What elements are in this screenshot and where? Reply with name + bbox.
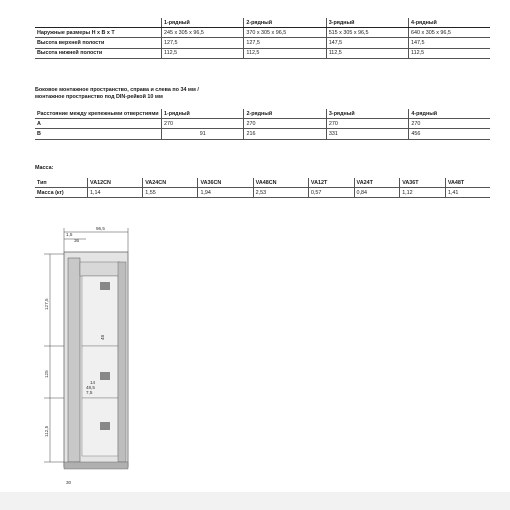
cell: 127,5 [244,38,326,48]
enclosure-base [64,462,128,469]
cell: 216 [244,129,326,139]
cell: 127,5 [162,38,244,48]
dimensions-table [35,18,490,59]
cell: 456 [409,129,490,139]
header-2-row: 2-рядный [244,109,326,119]
mounting-note [35,87,295,101]
cell: 112,5 [326,48,408,58]
top-compartment [80,262,120,276]
cell: 91 [162,129,244,139]
dim-label-top: 96,5 [96,226,105,231]
header-3-row: 3-рядный [326,18,408,28]
table-header-row [35,178,490,188]
cell: 112,5 [409,48,490,58]
type-cell: VA24T [354,178,400,188]
din-rail-upper [100,282,110,290]
mounting-note-line1: Боковое монтажное пространство, справа и слева по 34 мм / [35,87,199,93]
dim-label-upper: 127,5 [44,298,49,310]
mass-table [35,178,490,198]
cell: 147,5 [326,38,408,48]
type-cell: VA48T [445,178,490,188]
type-cell: VA12CN [88,178,143,188]
table-row [35,48,490,58]
cell: 515 x 305 x 96,5 [326,28,408,38]
cell: 147,5 [409,38,490,48]
dim-label-lower: 112,5 [44,425,49,437]
table-row [35,28,490,38]
type-cell: VA24CN [143,178,198,188]
mounting-note-line2: монтажное пространство под DIN-рейкой 10 мм [35,94,163,101]
row-label: Высота нижней полости [35,48,162,58]
type-cell: VA48CN [253,178,308,188]
table-row [35,129,490,139]
mass-title: Масса: [35,165,54,171]
dim-label-center: 125 [44,370,49,378]
header-1-row: 1-рядный [162,109,244,119]
header-type: Тип [35,178,88,188]
row-label: Наружные размеры Н х В х Т [35,28,162,38]
table-row [35,119,490,129]
table-header-row [35,18,490,28]
cell: 270 [244,119,326,129]
type-cell: VA36CN [198,178,253,188]
dim-label-mid2: 14 [90,380,96,385]
din-rail-lower [100,422,110,430]
mass-cell: 1,41 [445,188,490,198]
header-1-row: 1-рядный [162,18,244,28]
dim-label-small1: 1,5 [66,232,73,237]
cell: 112,5 [244,48,326,58]
type-cell: VA36T [400,178,446,188]
cell: 112,5 [162,48,244,58]
dim-label-small2: 36 [74,238,80,243]
enclosure-technical-drawing [30,222,140,487]
cell: 370 x 305 x 96,5 [244,28,326,38]
cell: 270 [162,119,244,129]
cell: 245 x 305 x 96,5 [162,28,244,38]
dim-label-bottom: 30 [66,480,72,485]
cell: 270 [326,119,408,129]
row-label: Масса (кг) [35,188,88,198]
dim-label-mid3: 7,5 [86,390,93,395]
mass-cell: 2,53 [253,188,308,198]
header-4-row: 4-рядный [409,18,490,28]
table-row [35,38,490,48]
row-label: A [35,119,162,129]
mass-cell: 0,57 [308,188,354,198]
header-holes-label: Расстояние между крепежными отверстиями [35,109,162,119]
header-4-row: 4-рядный [409,109,490,119]
header-2-row: 2-рядный [244,18,326,28]
footer-band [0,492,510,510]
cell: 270 [409,119,490,129]
front-cover [118,262,126,462]
cell: 640 x 305 x 96,5 [409,28,490,38]
mass-cell: 1,14 [88,188,143,198]
mounting-holes-table [35,109,490,140]
din-rail-middle [100,372,110,380]
cell: 331 [326,129,408,139]
enclosure-back-wall [68,258,80,462]
table-header-row [35,109,490,119]
enclosure-body [64,252,128,469]
mass-cell: 0,84 [354,188,400,198]
table-row [35,188,490,198]
type-cell: VA12T [308,178,354,188]
row-label: B [35,129,162,139]
mass-cell: 1,12 [400,188,446,198]
header-3-row: 3-рядный [326,109,408,119]
header-empty [35,18,162,28]
mass-cell: 1,55 [143,188,198,198]
mass-cell: 1,94 [198,188,253,198]
dim-label-mid1: 48,5 [86,385,95,390]
dim-label-inner: 48 [100,334,105,340]
row-label: Высота верхней полости [35,38,162,48]
